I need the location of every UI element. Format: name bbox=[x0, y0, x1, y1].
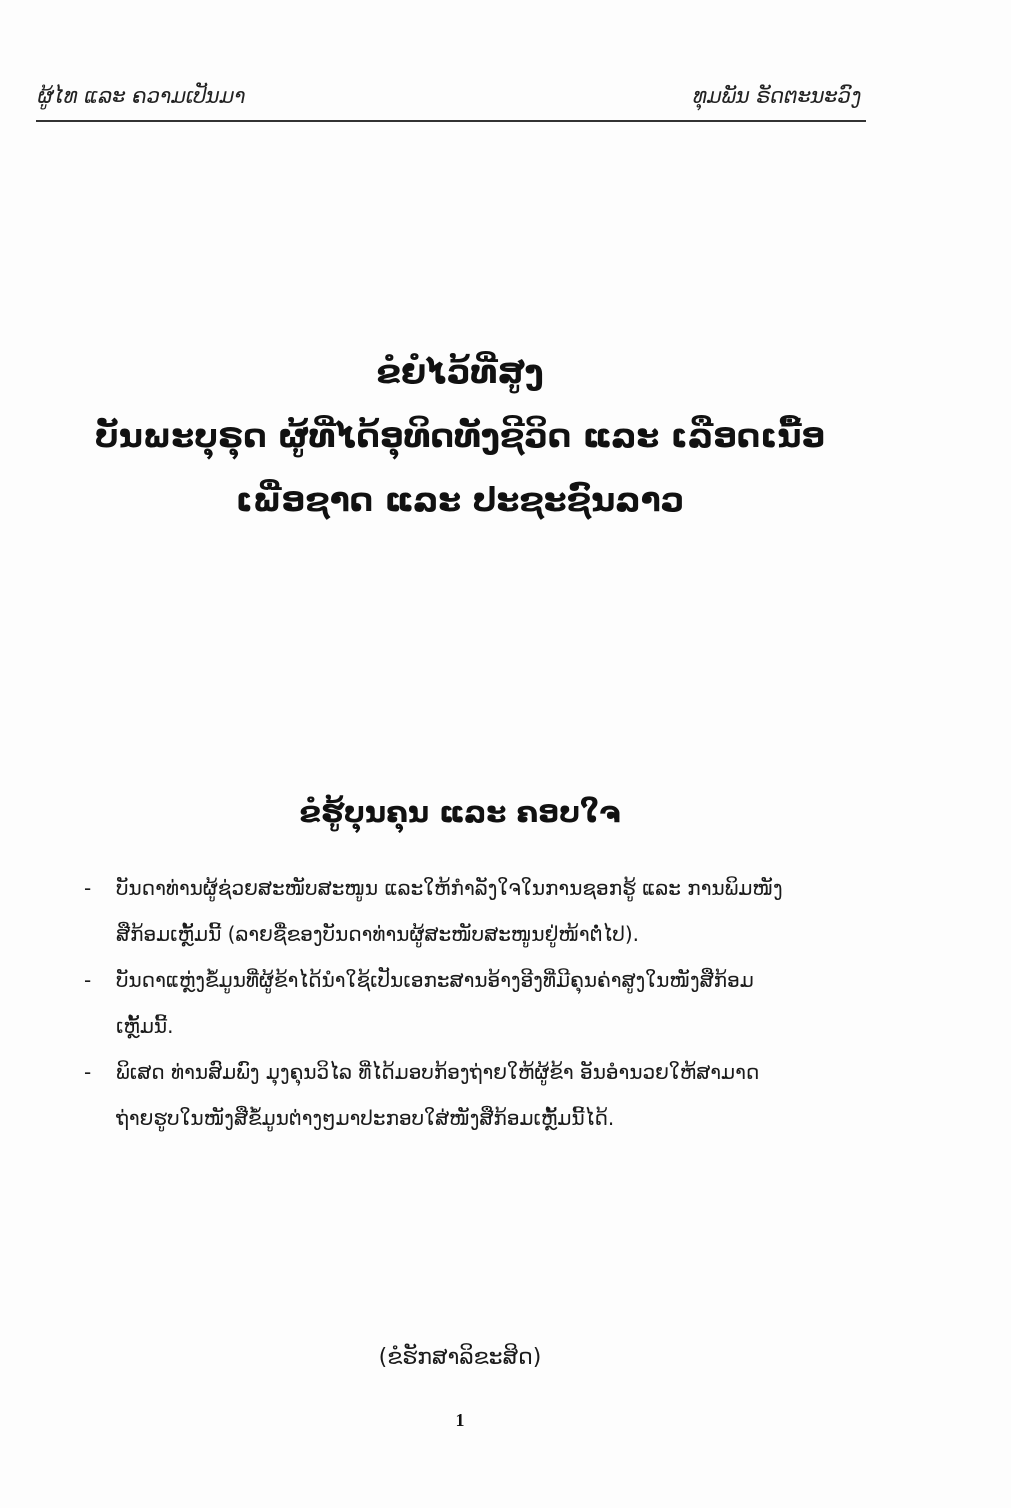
header-divider bbox=[36, 120, 866, 122]
page-number: 1 bbox=[455, 1410, 465, 1430]
text-line: ບັນດາແຫຼ່ງຂໍ້ມູນທີ່ຜູ້ຂ້າໄດ້ນຳໃຊ້ເປັນເອກະສານອ້າງອີງທີ່ມີຄຸນຄ່າສູງໃນໜັງສືກ້ອມ bbox=[116, 968, 754, 992]
dedication-block bbox=[60, 340, 860, 532]
list-item bbox=[80, 1049, 880, 1141]
text-line: ພິເສດ ທ່ານສົມພົງ ມຸງຄຸນວິໄລ ທີ່ໄດ້ມອບກ້ອງຖ່າຍໃຫ້ຜູ້ຂ້າ ອັນອຳນວຍໃຫ້ສາມາດ bbox=[116, 1060, 760, 1084]
list-item-text bbox=[116, 865, 880, 957]
acknowledgement-title: ຂໍຮູ້ບຸນຄຸນ ແລະ ຄອບໃຈ bbox=[299, 795, 621, 829]
list-item-text bbox=[116, 1049, 880, 1141]
list-item bbox=[80, 865, 880, 957]
copyright-note: (ຂໍຮັກສາລິຂະສິດ) bbox=[378, 1345, 542, 1370]
text-line: ບັນດາທ່ານຜູ້ຊ່ວຍສະໜັບສະໜູນ ແລະໃຫ້ກຳລັງໃຈໃນການຊອກຮູ້ ແລະ ການພິມໜັງ bbox=[116, 876, 783, 900]
running-header-right: ທຸມພັນ ຣັດຕະນະວົງ bbox=[693, 84, 861, 108]
text-line: ເຫຼັ້ມນີ້. bbox=[116, 1014, 174, 1038]
list-item bbox=[80, 957, 880, 1049]
dedication-line: ບັນພະບຸຣຸດ ຜູ້ທີ່ໄດ້ອຸທິດທັງຊີວິດ ແລະ ເລືອດເນື້ອ bbox=[94, 416, 826, 455]
acknowledgement-list bbox=[80, 865, 880, 1141]
running-header-left: ຜູ້ໄທ ແລະ ຄວາມເປັນມາ bbox=[38, 84, 246, 108]
text-line: ຖ່າຍຮູບໃນໜັງສືຂໍ້ມູນຕ່າງໆມາປະກອບໃສ່ໜັງສືກ້ອມເຫຼັ້ມນີ້ໄດ້. bbox=[116, 1106, 615, 1130]
dedication-line: ຂໍຍໍໄວ້ທີ່ສູງ bbox=[376, 352, 544, 391]
bullet-dash: - bbox=[84, 968, 92, 992]
text-line: ສືກ້ອມເຫຼັ້ມນີ້ (ລາຍຊື່ຂອງບັນດາທ່ານຜູ້ສະໜັບສະໜູນຢູ່ໜ້າຕໍ່ໄປ). bbox=[116, 922, 640, 946]
dedication-line: ເພື່ອຊາດ ແລະ ປະຊະຊົນລາວ bbox=[235, 480, 685, 519]
bullet-dash: - bbox=[84, 1060, 92, 1084]
bullet-dash: - bbox=[84, 876, 92, 900]
list-item-text bbox=[116, 957, 880, 1049]
